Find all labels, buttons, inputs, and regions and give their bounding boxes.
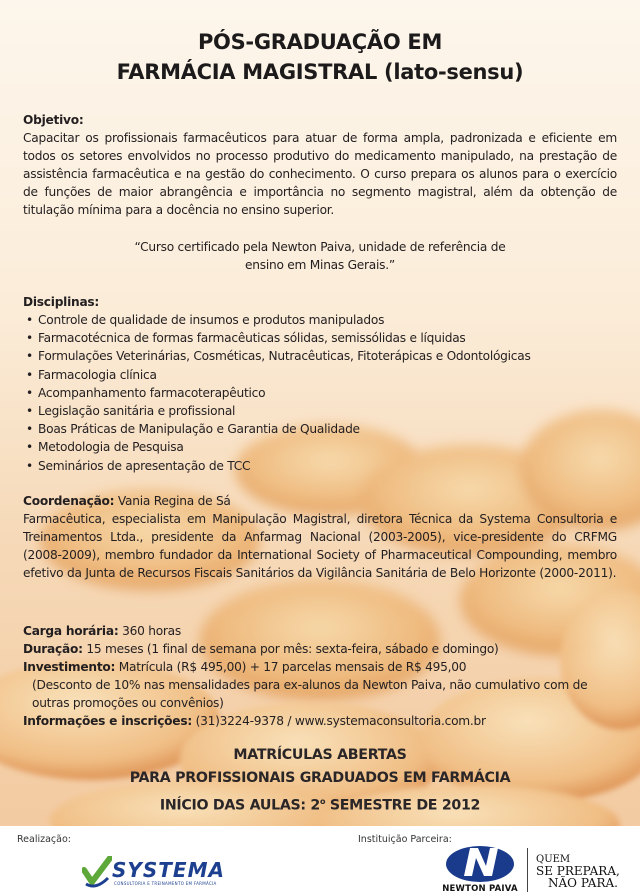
systema-wordmark: SYSTEMA [112,858,225,882]
systema-logo [82,856,242,892]
disciplinas-label: Disciplinas: [23,295,100,309]
newton-paiva-logo [440,840,520,896]
parceira-label: Instituição Parceira: [358,834,452,845]
title-line-2: FARMÁCIA MAGISTRAL (lato-sensu) [116,60,524,84]
newton-paiva-slogan [536,854,636,889]
list-item: • Controle de qualidade de insumos e produtos manipulados [23,311,617,329]
systema-tagline: CONSULTORIA E TREINAMENTO EM FARMÁCIA [114,881,217,886]
inicio-aulas-text: INÍCIO DAS AULAS: 2 [159,797,320,814]
objetivo-text: Capacitar os profissionais farmacêuticos para atuar de forma ampla, padronizada e eficiente em todos os setores envolvidos no processo produtivo do medicamento manipulado, na prestação de assistência farmacêutica e na gestão do conhecimento. O curso prepara os alunos para o exercício de funções de maior abrangência e importância no segmento magistral, além da obtenção de titulação mínima para a docência no ensino superior. [23,131,617,217]
coordenador-name: Vania Regina de Sá [114,494,231,508]
coordenacao-text: Farmacêutica, especialista em Manipulação Magistral, diretora Técnica da Systema Consultoria e Treinamentos Ltda., presidente da Anfarmag Nacional (2003-2005), vice-presidente do CRFMG (2008-2009), membro fundador da International Society of Pharmaceutical Compounding, membro efetivo da Junta de Recursos Fiscais Sanitários da Vigilância Sanitária de Belo Horizonte (2000-2011). [23,512,617,580]
objetivo-section [23,111,617,219]
slogan-line-2: SE PREPARA, [536,864,620,878]
investimento-label: Investimento: [23,660,116,674]
list-item: • Boas Práticas de Manipulação e Garantia de Qualidade [23,420,617,438]
list-item: • Legislação sanitária e profissional [23,402,617,420]
realizacao-label: Realização: [17,834,71,845]
footer [0,826,640,896]
matriculas-abertas-headline: MATRÍCULAS ABERTAS [233,747,407,763]
slogan-line-3: NÃO PARA. [548,876,618,890]
investimento-value: Matrícula (R$ 495,00) + 17 parcelas mensais de R$ 495,00 [115,660,467,674]
disciplinas-list [23,311,617,475]
certification-quote-line-1: “Curso certificado pela Newton Paiva, unidade de referência de [134,240,506,254]
list-item: • Seminários de apresentação de TCC [23,457,617,475]
newton-paiva-n-icon [440,840,520,884]
systema-check-icon [82,856,112,888]
slogan-line-1: QUEM [536,854,571,865]
title-line-1: PÓS-GRADUAÇÃO EM [197,30,443,54]
carga-value: 360 horas [118,624,181,638]
course-info-section [23,622,617,730]
carga-label: Carga horária: [23,624,119,638]
ordinal-indicator: o [320,797,326,806]
disciplinas-section [23,293,617,475]
list-item: • Metodologia de Pesquisa [23,438,617,456]
duracao-label: Duração: [23,642,83,656]
coordenacao-label: Coordenação: [23,494,115,508]
list-item: • Formulações Veterinárias, Cosméticas, Nutracêuticas, Fitoterápicas e Odontológicas [23,347,617,365]
newton-paiva-wordmark: NEWTON PAIVA [442,884,518,894]
desconto-note: (Desconto de 10% nas mensalidades para ex-alunos da Newton Paiva, não cumulativo com de outras promoções ou convênios) [32,678,588,710]
contato-label: Informações e inscrições: [23,714,192,728]
semestre-text: SEMESTRE DE 2012 [325,797,481,814]
duracao-value: 15 meses (1 final de semana por mês: sexta-feira, sábado e domingo) [82,642,499,656]
list-item: • Farmacologia clínica [23,366,617,384]
coordenacao-section [23,492,617,582]
graduados-headline: PARA PROFISSIONAIS GRADUADOS EM FARMÁCIA [129,770,511,786]
footer-divider [527,848,528,892]
list-item: • Farmacotécnica de formas farmacêuticas sólidas, semissólidas e líquidas [23,329,617,347]
list-item: • Acompanhamento farmacoterapêutico [23,384,617,402]
certification-quote-line-2: ensino em Minas Gerais.” [245,258,395,272]
inicio-aulas-headline [0,790,640,818]
objetivo-label: Objetivo: [23,113,84,127]
contato-value: (31)3224-9378 / www.systemaconsultoria.com.br [191,714,486,728]
